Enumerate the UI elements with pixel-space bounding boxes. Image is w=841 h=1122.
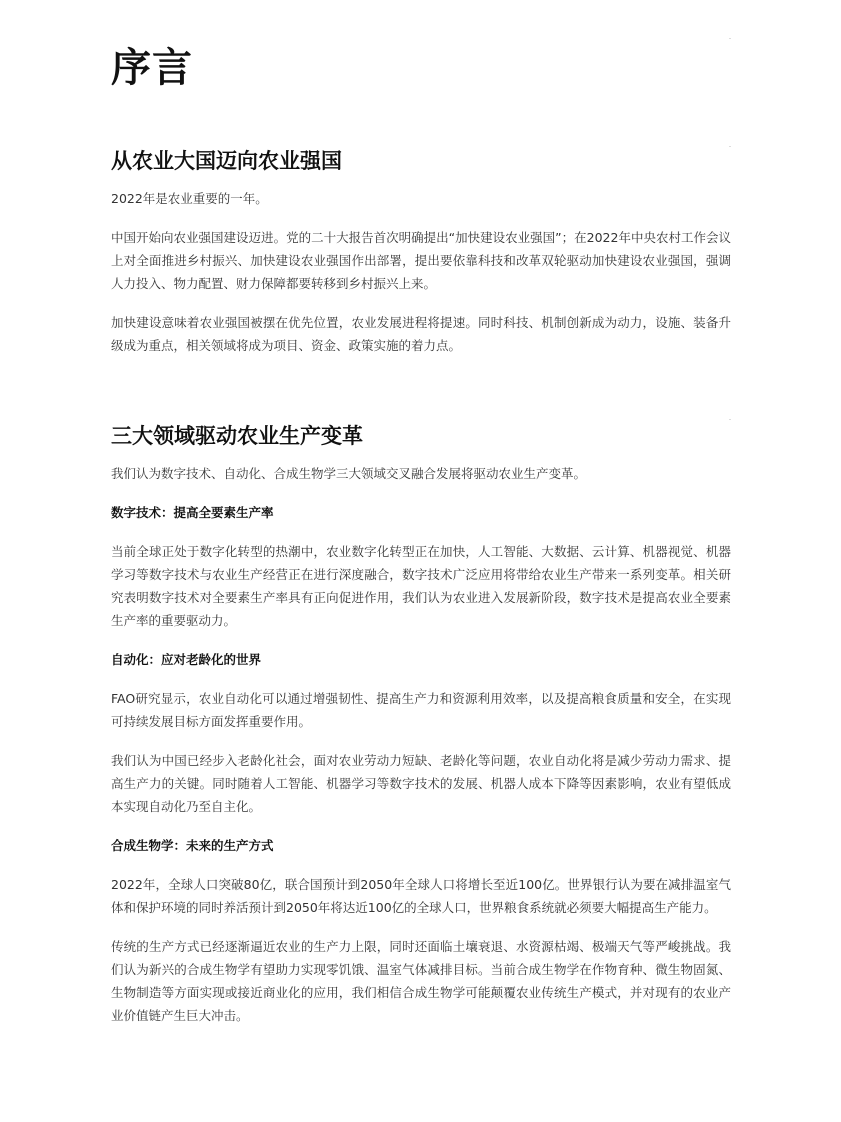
paragraph: 2022年是农业重要的一年。 <box>111 191 268 206</box>
paragraph: 传统的生产方式已经逐渐逼近农业的生产力上限，同时还面临土壤衰退、水资源枯竭、极端天气等严峻挑战。我们认为新兴的合成生物学有望助力实现零饥饿、温室气体减排目标。当前合成生物学在作物育种、微生物固氮、生物制造等方面实现或接近商业化的应用，我们相信合成生物学可能颠覆农业传统生产模式，并对现有的农业产业价值链产生巨大冲击。 <box>111 939 731 1023</box>
section-heading: 三大领域驱动农业生产变革 <box>111 424 363 448</box>
paragraph: 加快建设意味着农业强国被摆在优先位置，农业发展进程将提速。同时科技、机制创新成为动力，设施、装备升级成为重点，相关领域将成为项目、资金、政策实施的着力点。 <box>111 315 731 353</box>
paragraph: FAO研究显示，农业自动化可以通过增强韧性、提高生产力和资源利用效率，以及提高粮食质量和安全，在实现可持续发展目标方面发挥重要作用。 <box>111 691 731 729</box>
section-heading: 从农业大国迈向农业强国 <box>111 149 342 173</box>
scan-mark <box>729 419 731 420</box>
scan-mark <box>729 38 731 39</box>
scan-mark <box>729 146 731 147</box>
paragraph: 2022年，全球人口突破80亿，联合国预计到2050年全球人口将增长至近100亿。世界银行认为要在减排温室气体和保护环境的同时养活预计到2050年将达近100亿的全球人口，世界粮食系统就必须要大幅提高生产能力。 <box>111 877 731 915</box>
subheading-digital-tech: 数字技术：提高全要素生产率 <box>111 505 274 520</box>
subheading-synthetic-biology: 合成生物学：未来的生产方式 <box>111 838 274 853</box>
section-agricultural-power <box>111 145 731 373</box>
subheading-automation: 自动化：应对老龄化的世界 <box>111 652 262 667</box>
paragraph: 当前全球正处于数字化转型的热潮中，农业数字化转型正在加快，人工智能、大数据、云计算、机器视觉、机器学习等数字技术与农业生产经营正在进行深度融合，数字技术广泛应用将带给农业生产带来一系列变革。相关研究表明数字技术对全要素生产率具有正向促进作用，我们认为农业进入发展新阶段，数字技术是提高农业全要素生产率的重要驱动力。 <box>111 544 731 628</box>
paragraph: 中国开始向农业强国建设迈进。党的二十大报告首次明确提出“加快建设农业强国”；在2022年中央农村工作会议上对全面推进乡村振兴、加快建设农业强国作出部署，提出要依靠科技和改革双轮驱动加快建设农业强国，强调人力投入、物力配置、财力保障都要转移到乡村振兴上来。 <box>111 230 731 291</box>
page-title: 序言 <box>111 45 193 91</box>
section-three-domains <box>111 420 731 1043</box>
paragraph: 我们认为中国已经步入老龄化社会，面对农业劳动力短缺、老龄化等问题，农业自动化将是减少劳动力需求、提高生产力的关键。同时随着人工智能、机器学习等数字技术的发展、机器人成本下降等因素影响，农业有望低成本实现自动化乃至自主化。 <box>111 753 731 814</box>
section-intro: 我们认为数字技术、自动化、合成生物学三大领域交叉融合发展将驱动农业生产变革。 <box>111 466 587 481</box>
